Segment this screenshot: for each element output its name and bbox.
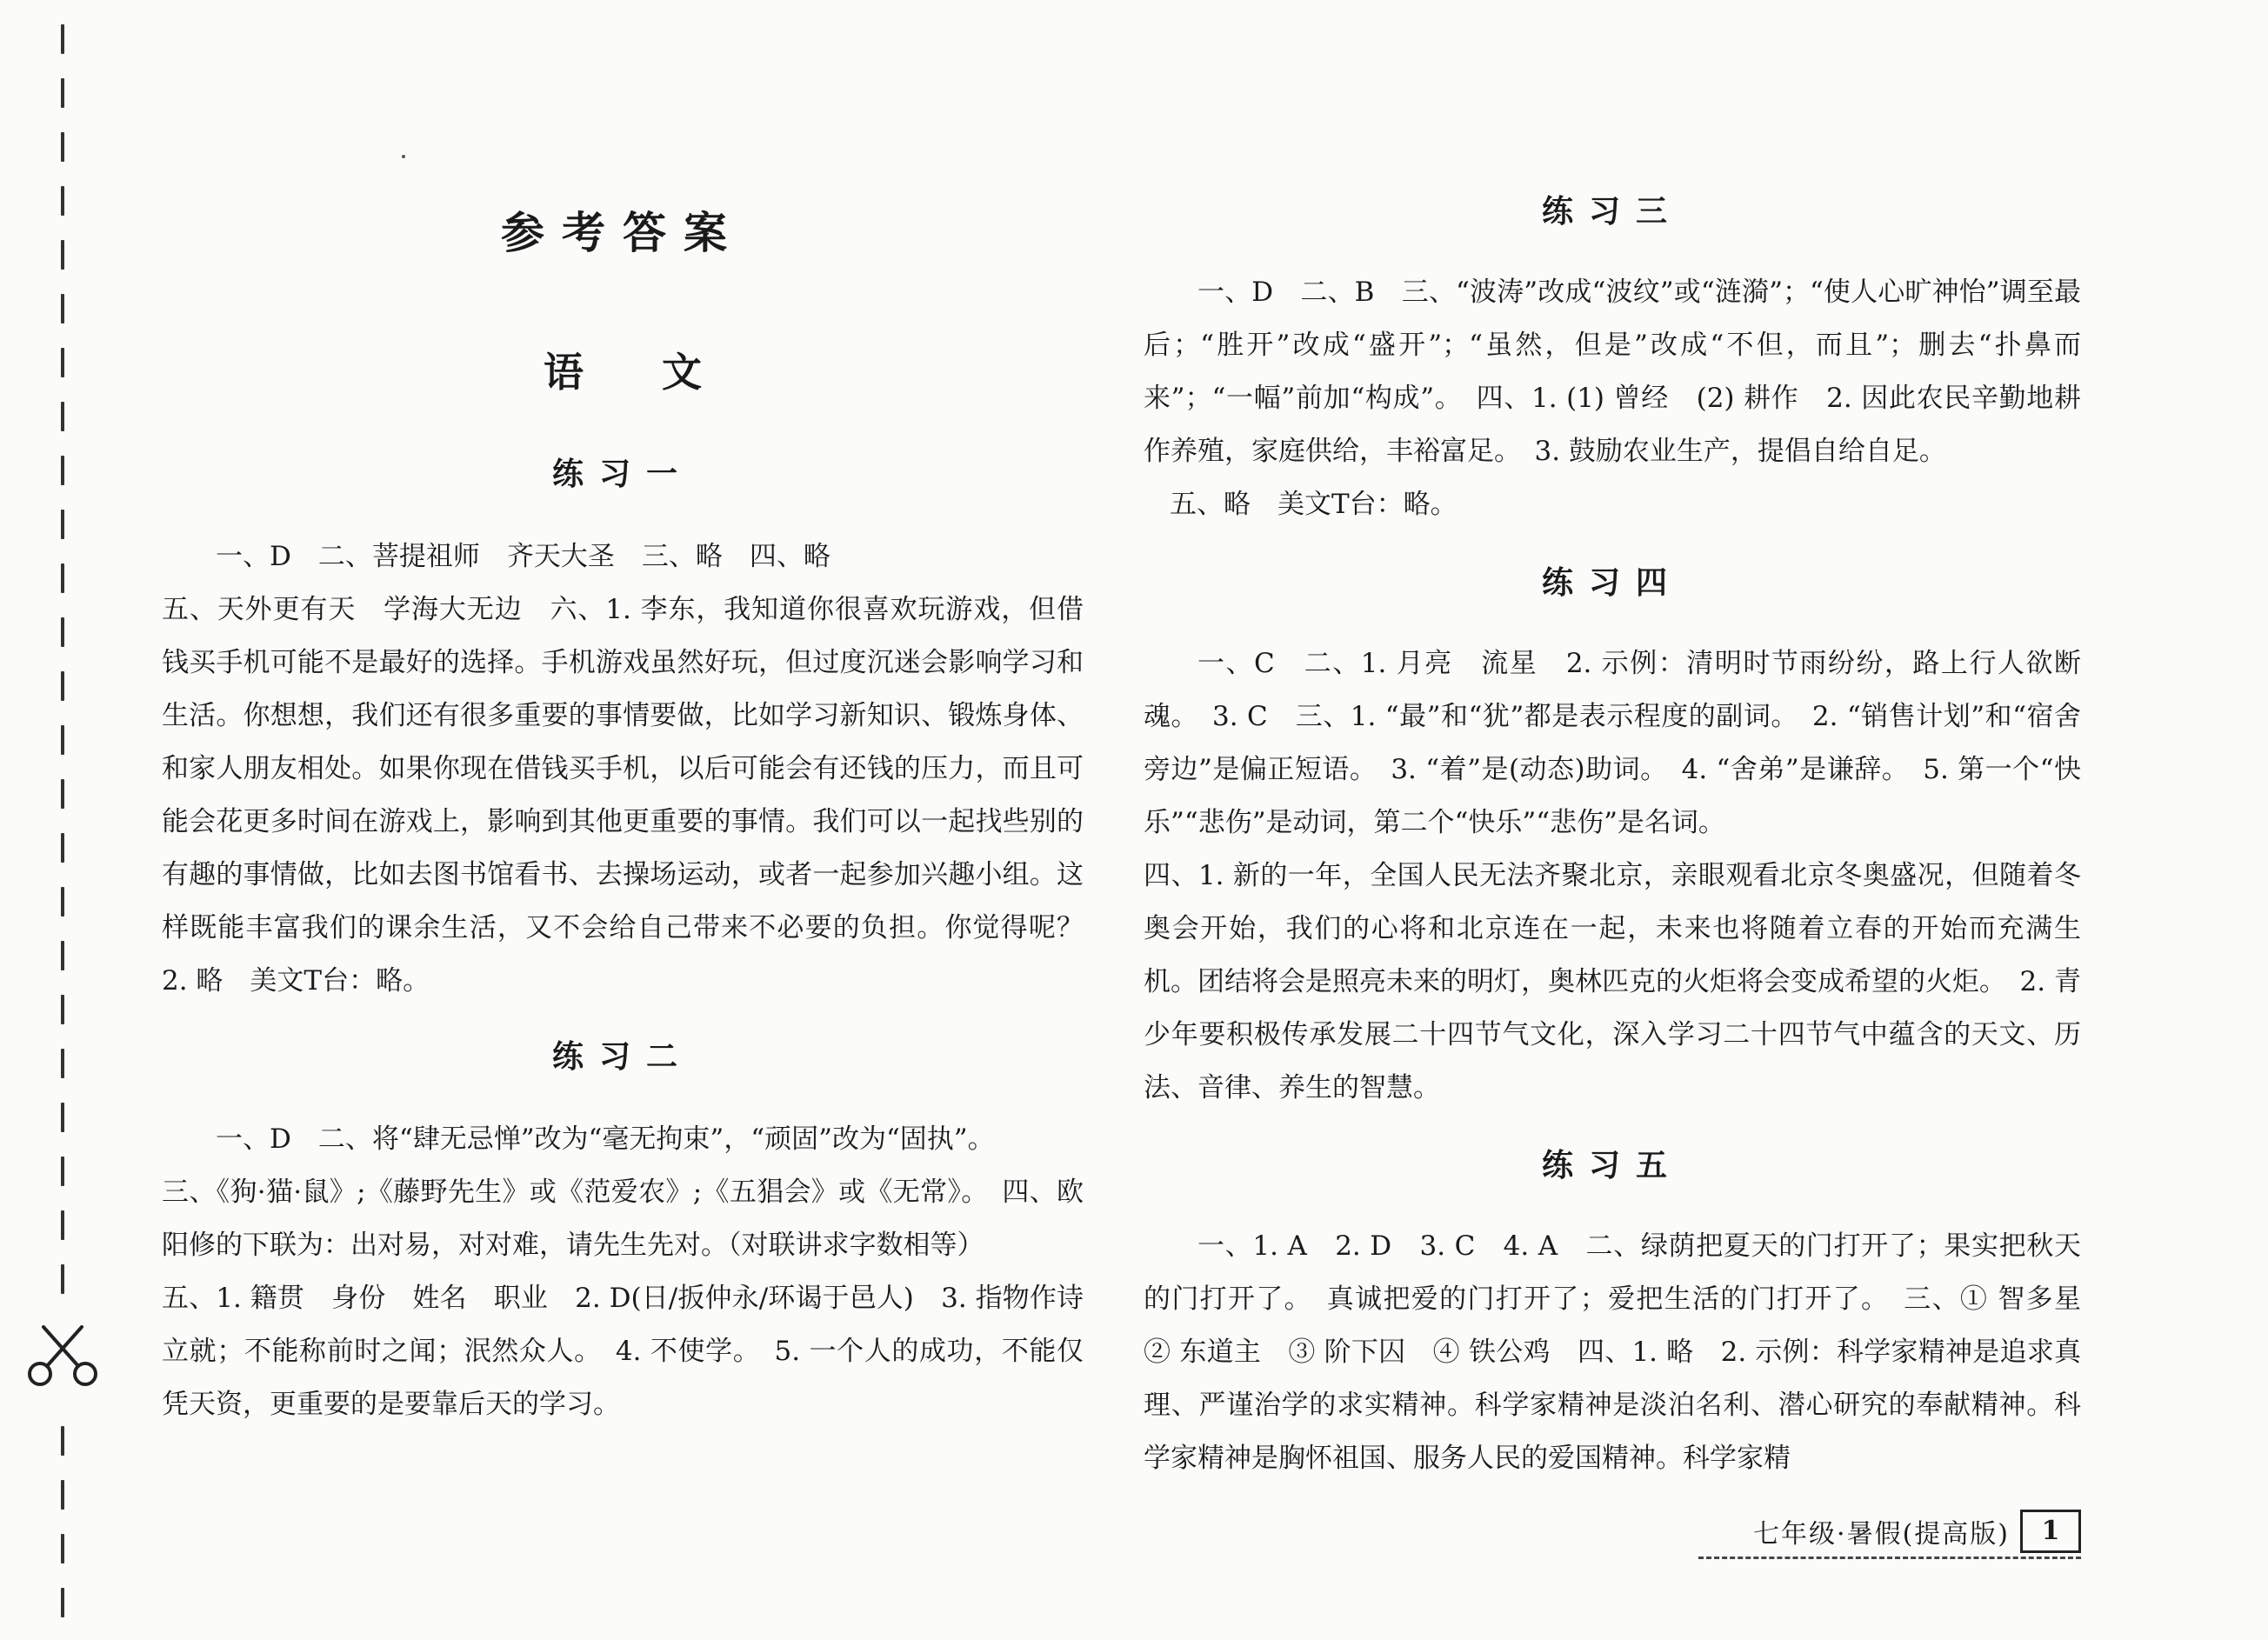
- section-body: [162, 530, 1111, 1008]
- section-body: [162, 1113, 1084, 1431]
- answer-paragraph: 一、D 二、将“肆无忌惮”改为“毫无拘束”，“顽固”改为“固执”。: [216, 1123, 995, 1155]
- answer-paragraph: 四、1. 新的一年，全国人民无法齐聚北京，亲眼观看北京冬奥盛况，但随着冬奥会开始，我们的心将和北京连在一起，未来也将随着立春的开始而充满生机。团结将会是照亮未来的明灯，奥林匹克的火炬将会变成希望的火炬。 2. 青少年要积极传承发展二十四节气文化，深入学习二十四节气中蕴含的天文、历法、音律、养生的智慧。: [1144, 860, 2081, 1103]
- cut-dash: [61, 402, 64, 431]
- section-body: [1144, 266, 2081, 531]
- cut-dash: [61, 24, 64, 54]
- answer-paragraph: 五、天外更有天 学海大无边 六、1. 李东，我知道你很喜欢玩游戏，但借钱买手机可能不是最好的选择。手机游戏虽然好玩，但过度沉迷会影响学习和生活。你想想，我们还有很多重要的事情要做，比如学习新知识、锻炼身体、和家人朋友相处。如果你现在借钱买手机，以后可能会有还钱的压力，而且可能会花更多时间在游戏上，影响到其他更重要的事情。我们可以一起找些别的有趣的事情做，比如去图书馆看书、去操场运动，或者一起参加兴趣小组。这样既能丰富我们的课余生活，又不会给自己带来不必要的负担。你觉得呢？ 2. 略 美文T台：略。: [162, 594, 1111, 997]
- cut-dash: [61, 78, 64, 108]
- subject-title: 语文: [544, 349, 780, 396]
- cut-dash: [61, 1480, 64, 1510]
- page-footer: [1753, 1510, 2081, 1553]
- cut-dash: [61, 995, 64, 1024]
- section-title: 练习五: [1541, 1147, 1683, 1183]
- cut-dash: [61, 186, 64, 216]
- footer-label: 七年级·暑假(提高版): [1753, 1519, 2010, 1550]
- scissors-icon: [24, 1323, 103, 1393]
- footer-divider: [1698, 1557, 2081, 1559]
- cut-dash: [61, 563, 64, 593]
- cut-dash: [61, 1049, 64, 1078]
- section-exercise-5: [1144, 1143, 2108, 1485]
- answer-paragraph: 一、C 二、1. 月亮 流星 2. 示例：清明时节雨纷纷，路上行人欲断魂。 3. C 三、1. “最”和“犹”都是表示程度的副词。 2. “销售计划”和“宿舍旁边”是偏正短语。 3. “着”是(动态)助词。 4. “舍弟”是谦辞。 5. 第一个“快乐”“悲伤”是动词，第二个“快乐”“悲伤”是名词。: [1144, 648, 2081, 838]
- answer-paragraph: 一、D 二、B 三、“波涛”改成“波纹”或“涟漪”；“使人心旷神怡”调至最后；“胜开”改成“盛开”；“虽然，但是”改成“不但，而且”；删去“扑鼻而来”；“一幅”前加“构成”。 四、1. (1) 曾经 (2) 耕作 2. 因此农民辛勤地耕作养殖，家庭供给，丰裕富足。 3. 鼓励农业生产，提倡自给自足。: [1144, 277, 2081, 467]
- cut-dash: [61, 348, 64, 377]
- print-speck: [402, 155, 405, 158]
- cut-dash: [61, 1210, 64, 1240]
- answer-paragraph: 三、《狗·猫·鼠》;《藤野先生》或《范爱农》;《五猖会》或《无常》。 四、欧阳修的下联为：出对易，对对难，请先生先对。（对联讲求字数相等）: [162, 1177, 1084, 1261]
- section-title: 练习四: [1541, 564, 1683, 601]
- cut-dash: [61, 456, 64, 485]
- section-title: 练习一: [551, 456, 693, 492]
- section-body: [1144, 1220, 2108, 1485]
- cut-dash: [61, 671, 64, 701]
- cut-dash: [61, 1264, 64, 1294]
- cut-dash: [61, 833, 64, 863]
- answer-paragraph: 一、1. A 2. D 3. C 4. A 二、绿荫把夏天的门打开了；果实把秋天的门打开了。 真诚把爱的门打开了；爱把生活的门打开了。 三、① 智多星 ② 东道主 ③ 阶下囚 ④ 铁公鸡 四、1. 略 2. 示例：科学家精神是追求真理、严谨治学的求实精神。科学家精神是淡泊名利、潜心研究的奉献精神。科学家精神是胸怀祖国、服务人民的爱国精神。科学家精: [1144, 1230, 2108, 1474]
- cut-dash: [61, 725, 64, 755]
- cut-dash: [61, 1588, 64, 1617]
- cut-dash: [61, 1103, 64, 1132]
- cut-dash: [61, 132, 64, 162]
- cut-dash: [61, 887, 64, 917]
- cut-dash: [61, 1426, 64, 1456]
- section-exercise-4: [1144, 561, 2081, 1115]
- page-number: 1: [2020, 1510, 2081, 1553]
- cut-dash: [61, 510, 64, 539]
- cut-dash: [61, 240, 64, 270]
- answer-paragraph: 五、略 美文T台：略。: [1170, 489, 1458, 520]
- answer-paragraph: 五、1. 籍贯 身份 姓名 职业 2. D(日/扳仲永/环谒于邑人) 3. 指物作诗立就；不能称前时之闻；泯然众人。 4. 不使学。 5. 一个人的成功，不能仅凭天资，更重要的是要靠后天的学习。: [162, 1283, 1084, 1420]
- cut-dash: [61, 941, 64, 970]
- cut-dash: [61, 1534, 64, 1563]
- cut-dash: [61, 1157, 64, 1186]
- section-exercise-3: [1144, 190, 2081, 531]
- answer-paragraph: 一、D 二、菩提祖师 齐天大圣 三、略 四、略: [216, 541, 830, 572]
- section-title: 练习三: [1541, 193, 1683, 230]
- main-title: 参考答案: [501, 207, 744, 258]
- section-exercise-2: [162, 1035, 1084, 1431]
- section-title: 练习二: [551, 1038, 693, 1075]
- section-exercise-1: [162, 452, 1111, 1008]
- cut-dash: [61, 617, 64, 647]
- section-body: [1144, 637, 2081, 1115]
- cut-dash: [61, 779, 64, 809]
- cut-dash: [61, 294, 64, 323]
